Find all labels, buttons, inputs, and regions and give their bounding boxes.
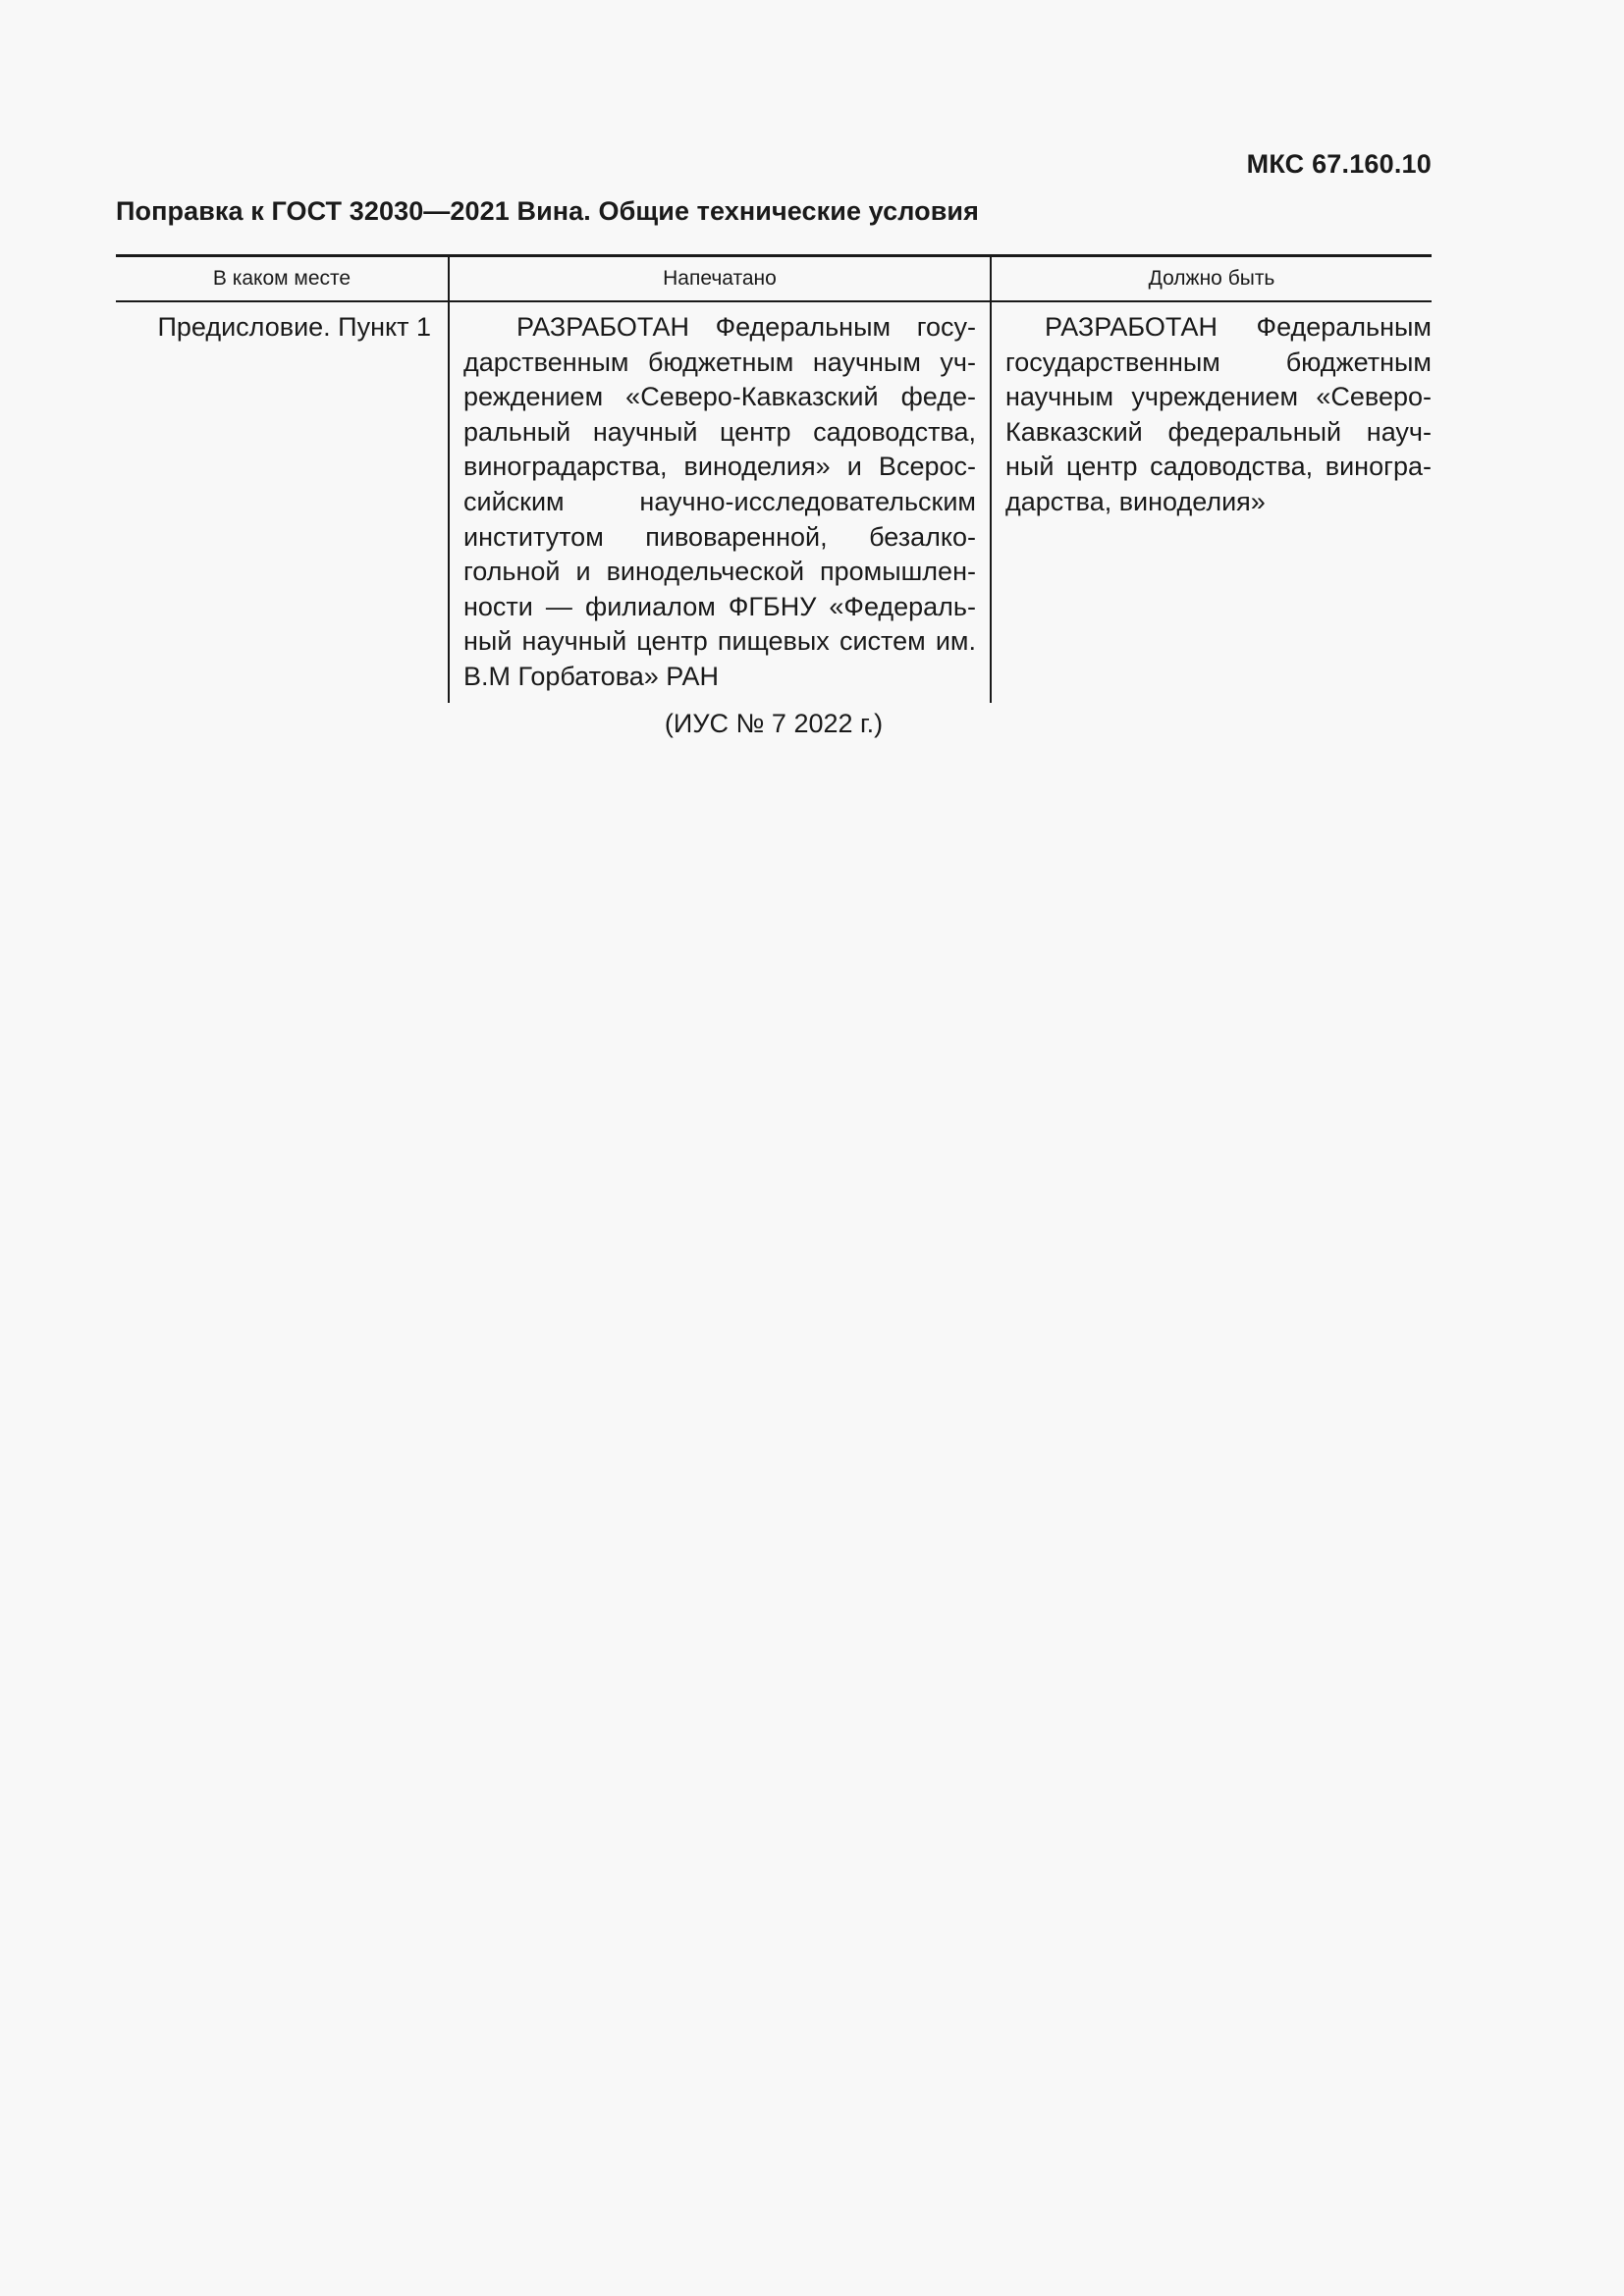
column-header-should-be: Должно быть [991, 256, 1432, 302]
correction-table [116, 254, 1432, 703]
cell-printed: РАЗРАБОТАН Федеральным государственным бюджетным научным учреждением «Северо-Кавказский федеральный научный центр садоводства, виноградарства, виноделия» и Всероссийским научно-исследовательским институтом пивоваренной, безалкогольной и винодельческой промышленности — филиалом ФГБНУ «Федеральный научный центр пищевых систем им. В.М Горбатова» РАН [449, 301, 991, 703]
ius-reference: (ИУС № 7 2022 г.) [664, 709, 884, 738]
classification-code: МКС 67.160.10 [1246, 149, 1432, 179]
cell-should-be: РАЗРАБОТАН Федеральным государственным бюджетным научным учреждением «Северо-Кавказский федеральный научный центр садоводства, виноградарства, виноделия» [991, 301, 1432, 703]
document-title: Поправка к ГОСТ 32030—2021 Вина. Общие технические условия [116, 196, 979, 226]
column-header-printed: Напечатано [449, 256, 991, 302]
column-header-place: В каком месте [116, 256, 449, 302]
table-header [116, 256, 1432, 302]
table-row [116, 301, 1432, 703]
cell-place: Предисловие. Пункт 1 [157, 312, 431, 342]
